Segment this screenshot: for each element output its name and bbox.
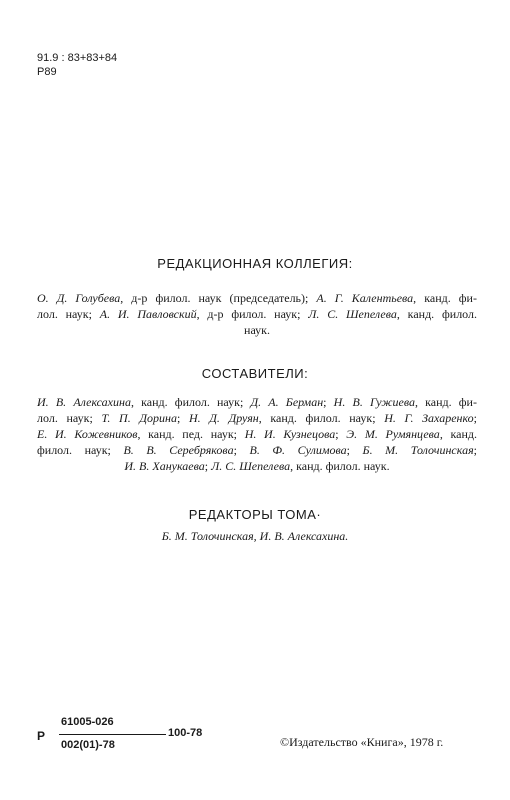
- compilers-heading: СОСТАВИТЕЛИ:: [201, 366, 309, 381]
- text-fragment: ;: [335, 427, 347, 441]
- text-fragment: лол. наук;: [37, 307, 100, 321]
- text-line: [37, 290, 477, 306]
- person-name: Н. И. Кузнецова: [244, 427, 336, 441]
- text-fragment: , канд.: [439, 427, 477, 441]
- text-line: [37, 426, 477, 442]
- person-name: Д. А. Берман: [250, 395, 324, 409]
- text-fragment: филол. наук;: [37, 443, 124, 457]
- index-numerator: 61005-026: [61, 716, 114, 728]
- index-letter: Р: [37, 729, 46, 743]
- person-name: О. Д. Голубева: [37, 291, 121, 305]
- person-name: Т. П. Дорина: [101, 411, 177, 425]
- text-line: [37, 442, 477, 458]
- person-name: В. Ф. Сулимова: [249, 443, 347, 457]
- text-fragment: ;: [346, 443, 363, 457]
- compilers-list: [37, 394, 477, 474]
- text-fragment: , канд. филол.: [396, 307, 478, 321]
- text-fragment: , канд. филол. наук;: [130, 395, 251, 409]
- person-name: И. В. Ханукаева: [124, 459, 205, 473]
- editorial-board-members: [37, 290, 477, 338]
- person-name: Н. Г. Захаренко: [384, 411, 474, 425]
- index-suffix: 100-78: [168, 727, 203, 739]
- text-fragment: ;: [176, 411, 189, 425]
- person-name: Б. М. Толочинская: [362, 443, 474, 457]
- text-line: [37, 394, 477, 410]
- volume-editors-names: Б. М. Толочинская, И. В. Алексахина.: [161, 529, 349, 543]
- person-name: Л. С. Шепелева: [308, 307, 397, 321]
- text-fragment: ;: [233, 443, 250, 457]
- text-fragment: , канд. филол. наук.: [290, 459, 390, 473]
- text-fragment: , д-р филол. наук;: [196, 307, 309, 321]
- person-name: Н. Д. Друян: [188, 411, 259, 425]
- person-name: Э. М. Румянцева: [346, 427, 440, 441]
- text-fragment: , канд. пед. наук;: [137, 427, 245, 441]
- text-line: [37, 410, 477, 426]
- text-line: [37, 306, 477, 322]
- text-fragment: ;: [473, 411, 478, 425]
- index-denominator: 002(01)-78: [61, 739, 115, 751]
- text-fragment: ;: [204, 459, 212, 473]
- text-fragment: ;: [323, 395, 334, 409]
- person-name: И. В. Алексахина: [37, 395, 131, 409]
- text-fragment: , канд. фи-: [413, 291, 477, 305]
- text-line: [37, 458, 477, 474]
- text-fragment: наук.: [244, 323, 270, 337]
- publication-index: [37, 715, 217, 755]
- fraction-line: [59, 734, 166, 735]
- bbk-classification: [37, 51, 117, 79]
- editorial-board-heading: РЕДАКЦИОННАЯ КОЛЛЕГИЯ:: [157, 256, 353, 271]
- person-name: А. И. Павловский: [99, 307, 197, 321]
- person-name: А. Г. Калентьева: [316, 291, 414, 305]
- volume-editors-heading: РЕДАКТОРЫ ТОМА·: [188, 507, 322, 522]
- text-line: [37, 322, 477, 338]
- text-fragment: , канд. филол. наук;: [258, 411, 385, 425]
- text-fragment: ;: [473, 443, 477, 457]
- person-name: В. В. Серебрякова: [123, 443, 234, 457]
- text-fragment: , канд. фи-: [414, 395, 477, 409]
- text-fragment: лол. наук;: [37, 411, 102, 425]
- bbk-cutter: Р89: [37, 66, 57, 78]
- copyright-line: ©Издательство «Книга», 1978 г.: [280, 735, 444, 749]
- person-name: Л. С. Шепелева: [211, 459, 291, 473]
- text-fragment: , д-р филол. наук (председатель);: [120, 291, 317, 305]
- person-name: Н. В. Гужиева: [333, 395, 415, 409]
- person-name: Е. И. Кожевников: [37, 427, 138, 441]
- bbk-code: 91.9 : 83+83+84: [37, 52, 118, 64]
